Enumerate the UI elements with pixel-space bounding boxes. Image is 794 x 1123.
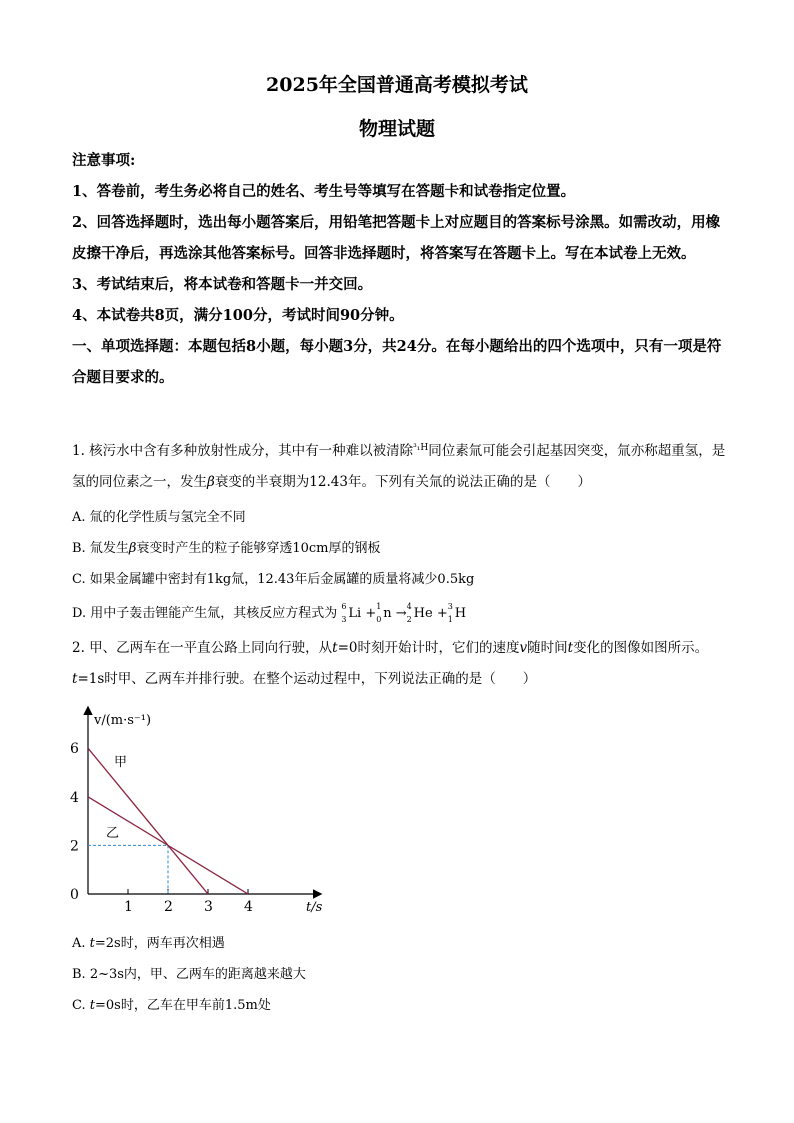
notice-item-4: 4、本试卷共8页，满分100分，考试时间90分钟。 (72, 307, 404, 324)
q1-option-d-pre: D. 用中子轰击锂能产生氚，其核反应方程式为 (72, 606, 338, 621)
q2-t: t (567, 640, 574, 656)
x-tick-label: 4 (244, 899, 253, 915)
li-charge: 3 (341, 615, 347, 624)
notice-heading: 注意事项: (72, 152, 136, 169)
q2-stem-c: 随时间 (527, 640, 568, 656)
li-mass: 6 (341, 602, 347, 611)
x-tick-label: 2 (164, 899, 173, 915)
q1-option-d (72, 602, 467, 624)
q1-option-b (72, 537, 381, 556)
q1-option-c: C. 如果金属罐中密封有1kg氚，12.43年后金属罐的质量将减少0.5kg (72, 572, 475, 587)
q2-stem-a: 2. 甲、乙两车在一平直公路上同向行驶，从 (72, 640, 333, 656)
notice-item-3: 3、考试结束后，将本试卷和答题卡一并交回。 (72, 276, 373, 293)
q2-t0: t (332, 640, 338, 656)
q1-option-a: A. 氚的化学性质与氢完全不同 (72, 510, 246, 525)
q1-stem-part-a: 1. 核污水中含有多种放射性成分，其中有一种难以被清除 (72, 443, 414, 459)
q2-option-c-post: =0s时，乙车在甲车前1.5m处 (94, 998, 271, 1013)
series-line-jia (88, 748, 208, 894)
q2-option-c (72, 994, 271, 1013)
he-symbol: He (413, 606, 433, 621)
q2-option-a (72, 932, 225, 951)
q2-option-a-pre: A. (72, 936, 90, 951)
q2-option-a-t: t (89, 936, 95, 951)
h-charge: 1 (447, 615, 453, 624)
x-tick-label: 3 (204, 899, 213, 915)
question-1-stem (72, 433, 732, 498)
y-tick-label: 0 (70, 887, 79, 903)
q1-beta-symbol: β (207, 474, 215, 490)
q2-option-c-t: t (89, 998, 95, 1013)
section-heading: 一、单项选择题：本题包括8小题，每小题3分，共24分。在每小题给出的四个选项中，只有一项是符合题目要求的。 (72, 338, 722, 386)
velocity-time-graph (66, 702, 346, 922)
q1-stem-part-b: 同位素氚可能会引起基因突变，氚亦称超重氢，是氢的同位素之一，发生 (72, 443, 726, 490)
plus-1: + (365, 606, 377, 621)
q2-stem-d: 变化的图像如图所示。 (573, 640, 709, 656)
isotope-mark: ³₁H (413, 443, 429, 453)
q2-option-b: B. 2~3s内，甲、乙两车的距离越来越大 (72, 967, 306, 982)
question-2-stem (72, 633, 732, 695)
q2-v: v (519, 640, 528, 656)
q2-option-a-post: =2s时，两车再次相遇 (94, 936, 225, 951)
q2-stem-e: =1s时甲、乙两车并排行驶。在整个运动过程中，下列说法正确的是（ ） (77, 671, 537, 687)
page-subtitle: 物理试题 (358, 118, 435, 140)
n-charge: 0 (376, 615, 382, 624)
q2-stem-b: =0时刻开始计时，它们的速度 (337, 640, 520, 656)
he-charge: 2 (406, 615, 412, 624)
q1-stem-part-c: 衰变的半衰期为12.43年。下列有关氚的说法正确的是（ ） (214, 474, 591, 490)
series-label-jia: 甲 (114, 755, 128, 770)
n-symbol: n (383, 606, 392, 621)
y-tick-label: 4 (70, 789, 79, 806)
h-symbol: H (454, 606, 467, 621)
y-tick-label: 2 (70, 838, 79, 855)
notice-item-2: 2、回答选择题时，选出每小题答案后，用铅笔把答题卡上对应题目的答案标号涂黑。如需改动，用橡皮擦干净后，再选涂其他答案标号。回答非选择题时，将答案写在答题卡上。写在本试卷上无效。 (72, 214, 721, 262)
page-title: 2025年全国普通高考模拟考试 (266, 74, 528, 96)
arrow: → (395, 606, 407, 621)
q2-t1: t (72, 671, 78, 687)
x-tick-label: 1 (124, 899, 133, 915)
nuclear-equation (341, 602, 467, 624)
series-label-yi: 乙 (106, 826, 120, 841)
notice-item-1: 1、答卷前，考生务必将自己的姓名、考生号等填写在答题卡和试卷指定位置。 (72, 183, 576, 200)
q1-option-b-post: 衰变时产生的粒子能够穿透10cm厚的钢板 (136, 541, 381, 556)
he-mass: 4 (406, 602, 412, 611)
q2-option-c-pre: C. (72, 998, 90, 1013)
n-mass: 1 (376, 602, 382, 611)
h-mass: 3 (447, 602, 453, 611)
notice-block (72, 145, 732, 393)
y-tick-label: 6 (70, 741, 79, 758)
x-axis-label: t/s (306, 900, 323, 915)
series-line-yi (88, 797, 248, 894)
plus-2: + (436, 606, 448, 621)
y-axis-label: v/(m·s⁻¹) (94, 713, 152, 728)
li-symbol: Li (348, 606, 362, 621)
q1-option-b-pre: B. 氚发生 (72, 541, 129, 556)
q1-option-b-beta: β (128, 541, 137, 556)
